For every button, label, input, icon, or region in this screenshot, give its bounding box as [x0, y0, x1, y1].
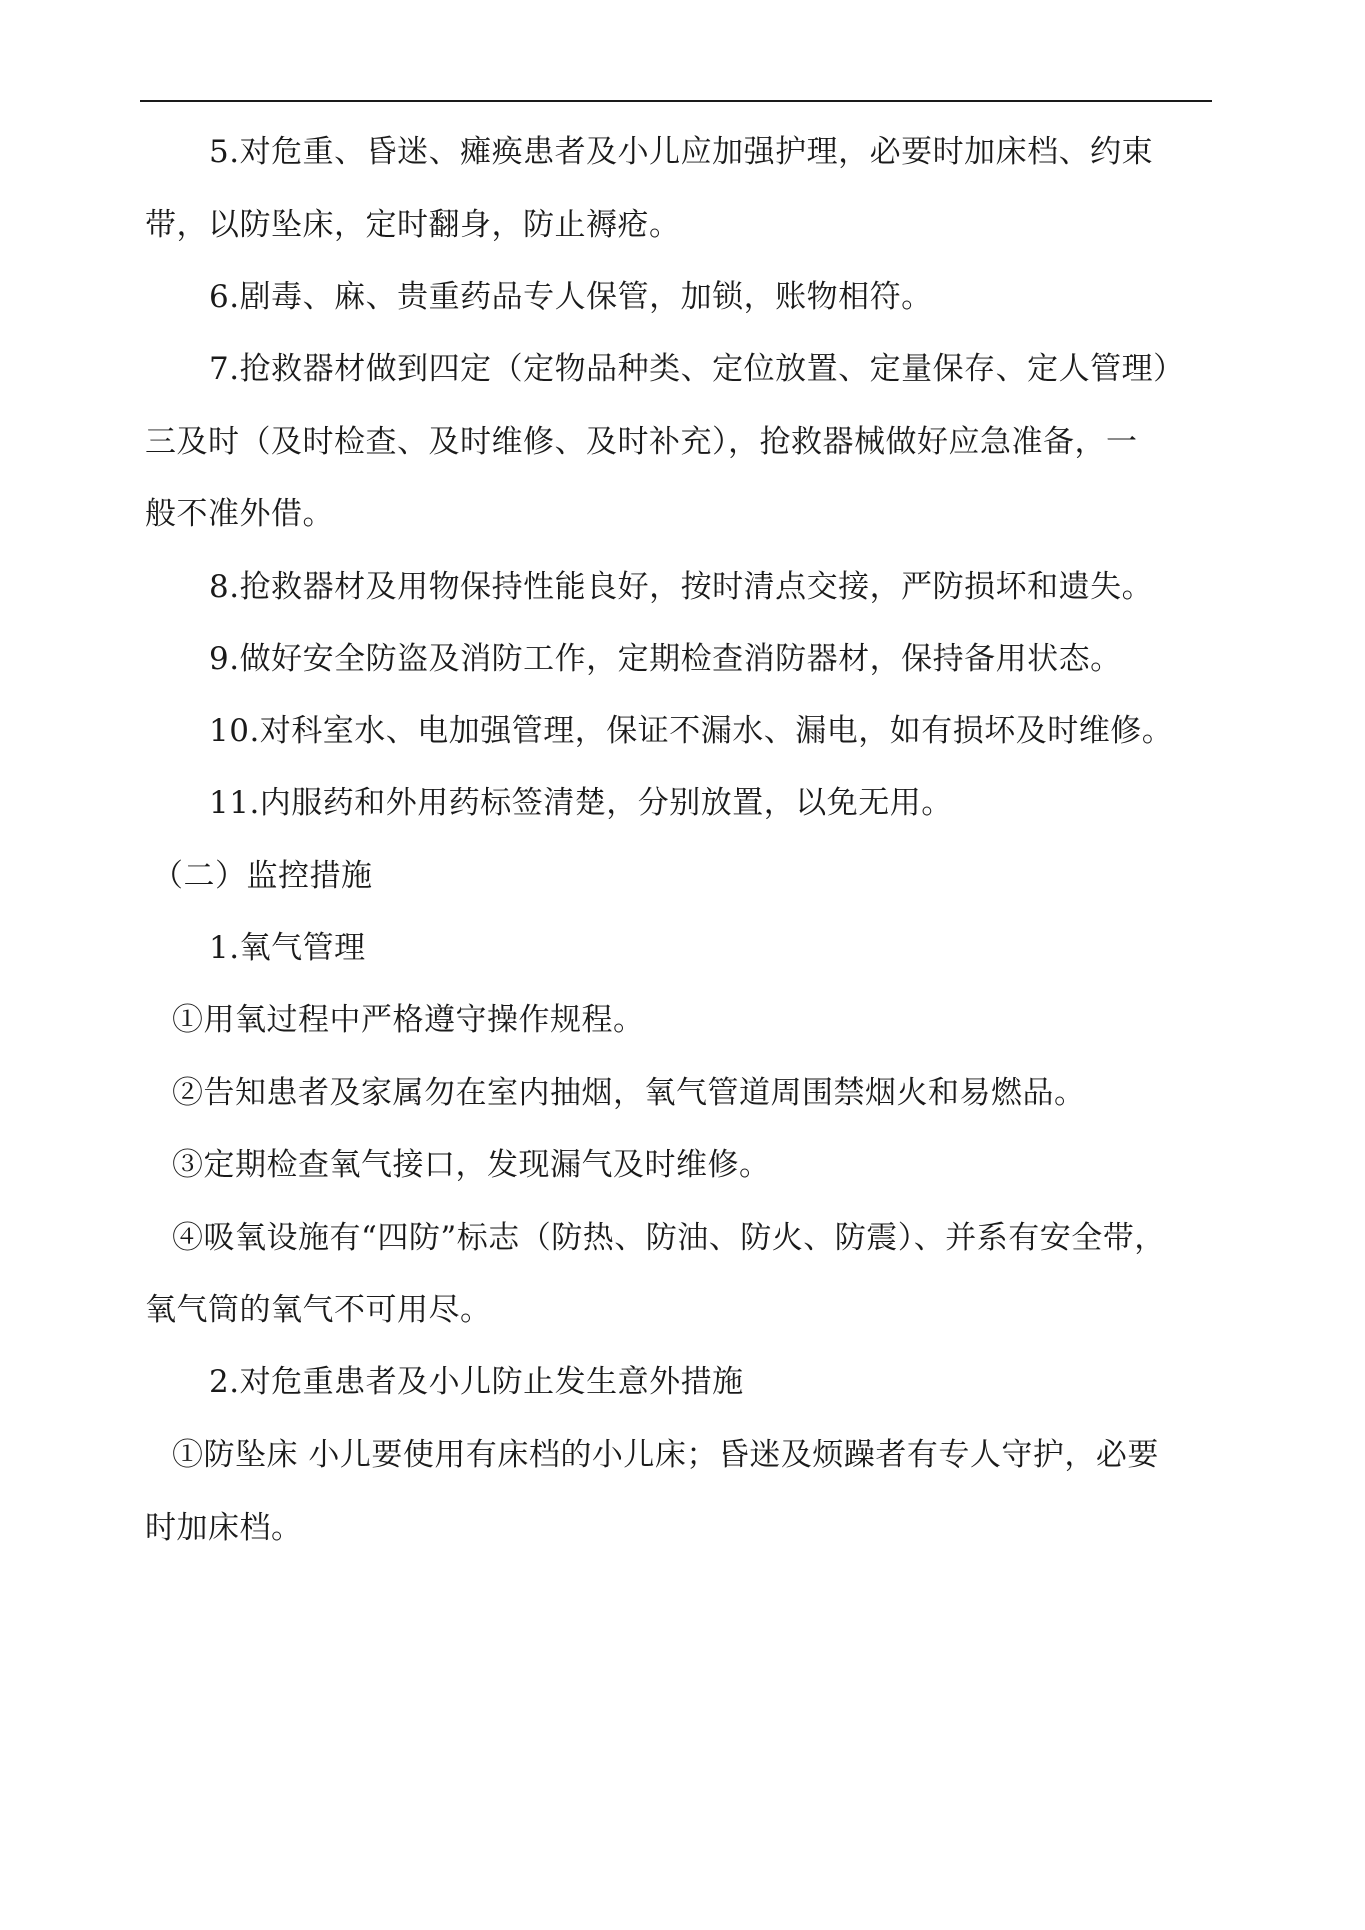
text-line: 8.抢救器材及用物保持性能良好，按时清点交接，严防损坏和遗失。 [209, 569, 1154, 605]
text-line: 三及时（及时检查、及时维修、及时补充），抢救器械做好应急准备，一 [145, 424, 1138, 460]
header-rule [140, 100, 1212, 102]
text-line: 般不准外借。 [145, 496, 334, 532]
text-line: 带，以防坠床，定时翻身，防止褥疮。 [145, 207, 681, 243]
text-line: 5.对危重、昏迷、瘫痪患者及小儿应加强护理，必要时加床档、约束 [209, 134, 1154, 170]
text-line: 6.剧毒、麻、贵重药品专人保管，加锁，账物相符。 [209, 279, 933, 315]
text-line: 氧气筒的氧气不可用尽。 [145, 1292, 492, 1328]
text-line: ①用氧过程中严格遵守操作规程。 [172, 1002, 645, 1038]
text-line: 7.抢救器材做到四定（定物品种类、定位放置、定量保存、定人管理） [209, 351, 1185, 387]
text-line: ③定期检查氧气接口，发现漏气及时维修。 [172, 1147, 771, 1183]
text-line: ①防坠床 小儿要使用有床档的小儿床；昏迷及烦躁者有专人守护，必要 [172, 1437, 1159, 1473]
subsection-heading: 1.氧气管理 [209, 930, 366, 966]
text-line: 9.做好安全防盗及消防工作，定期检查消防器材，保持备用状态。 [209, 641, 1122, 677]
text-line: ②告知患者及家属勿在室内抽烟，氧气管道周围禁烟火和易燃品。 [172, 1075, 1086, 1111]
section-heading: （二）监控措施 [152, 858, 373, 894]
subsection-heading: 2.对危重患者及小儿防止发生意外措施 [209, 1364, 744, 1400]
text-line: 时加床档。 [145, 1510, 303, 1546]
text-line: ④吸氧设施有“四防”标志（防热、防油、防火、防震）、并系有安全带， [172, 1220, 1166, 1256]
text-line: 10.对科室水、电加强管理，保证不漏水、漏电，如有损坏及时维修。 [209, 713, 1174, 749]
text-line: 11.内服药和外用药标签清楚，分别放置，以免无用。 [209, 785, 953, 821]
